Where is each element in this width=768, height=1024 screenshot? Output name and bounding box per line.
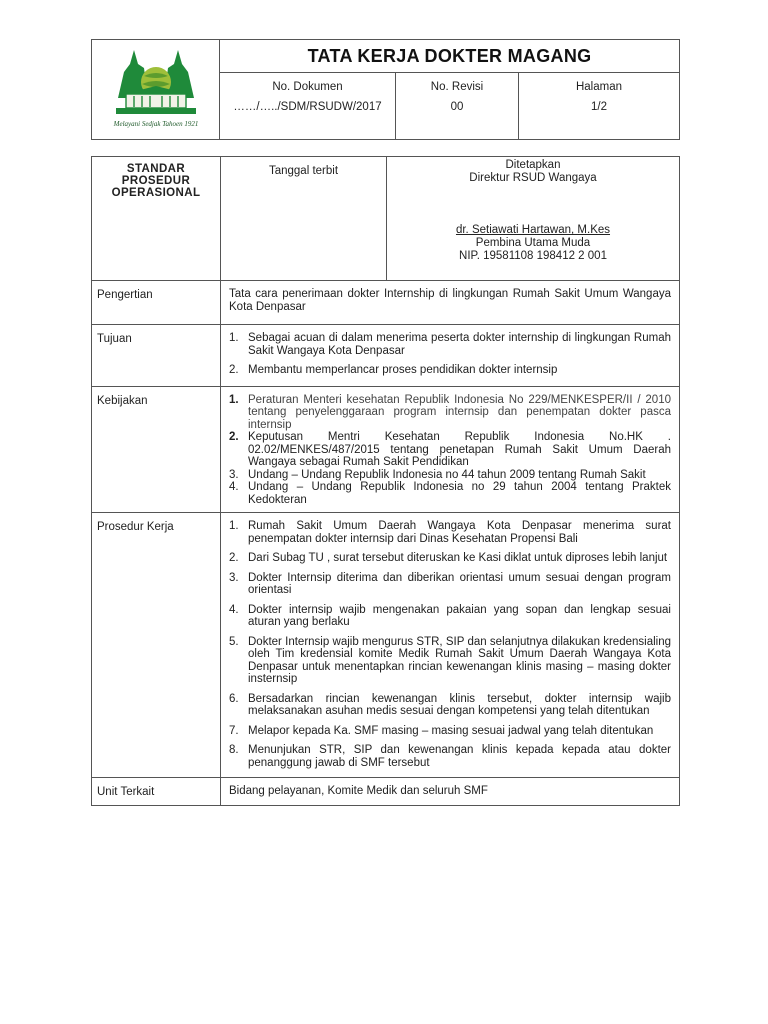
list-item: 6. Bersadarkan rincian kewenangan klinis tersebut, dokter internsip wajib melaksanakan asuhan medis sesuai dengan kompetensi yang telah ditentukan [229,692,671,717]
signer-rank: Pembina Utama Muda [475,237,591,249]
hospital-logo-cell [92,40,220,140]
sop-table [91,156,680,806]
list-item: 4. Dokter internsip wajib mengenakan pakaian yang sopan dan lengkap sesuai aturan yang berlaku [229,603,671,628]
signer-name: dr. Setiawati Hartawan, M.Kes [455,224,611,236]
hospital-logo-icon [108,44,204,132]
list-item: 4. Undang – Undang Republik Indonesia no 29 tahun 2004 tentang Praktek Kedokteran [229,481,671,506]
issue-date-label: Tanggal terbit [221,157,387,281]
no-revisi-value: 00 [450,101,464,113]
list-item: 1. Rumah Sakit Umum Daerah Wangaya Kota Denpasar menerima surat penempatan dokter internsip dari Dinas Kesehatan Propensi Bali [229,520,671,545]
prosedur-content [221,513,680,778]
no-dokumen-cell [220,73,396,140]
tujuan-content [221,325,680,387]
list-item: 1. Sebagai acuan di dalam menerima peserta dokter internship di lingkungan Rumah Sakit Wangaya Kota Denpasar [229,332,671,357]
pengertian-label: Pengertian [92,281,221,325]
approved-label: Ditetapkan [505,159,561,171]
unit-terkait-label: Unit Terkait [92,778,221,806]
list-item: 2. Dari Subag TU , surat tersebut diteruskan ke Kasi diklat untuk diproses lebih lanjut [229,552,668,564]
document-header [91,39,680,140]
list-item: 3. Undang – Undang Republik Indonesia no 44 tahun 2009 tentang Rumah Sakit [229,468,646,481]
halaman-label: Halaman [575,81,623,93]
sop-standard-label: STANDAR PROSEDUR OPERASIONAL [92,157,221,281]
list-item: 5. Dokter Internsip wajib mengurus STR, SIP dan selanjutnya dilakukan kredensialing oleh Tim kredensial komite Medik Rumah Sakit Umum Daerah Wangaya Kota Denpasar untuk menentapkan rincian kewenangan klinis masing – masing dokter insternsip [229,635,671,685]
list-item: 8. Menunjukan STR, SIP dan kewenangan klinis kepada kepada atau dokter penanggung jawab di SMF tersebut [229,744,671,769]
no-dokumen-label: No. Dokumen [272,81,343,93]
unit-terkait-text: Bidang pelayanan, Komite Medik dan seluruh SMF [221,778,680,806]
kebijakan-label: Kebijakan [92,386,221,513]
document-title: TATA KERJA DOKTER MAGANG [220,40,680,73]
kebijakan-content [221,386,680,513]
no-revisi-cell [396,73,519,140]
halaman-cell [519,73,680,140]
halaman-value: 1/2 [591,101,607,113]
svg-text:Melayani Sedjak Tahoen 1921: Melayani Sedjak Tahoen 1921 [113,120,198,128]
list-item: 2. Membantu memperlancar proses pendidikan dokter internsip [229,364,558,376]
list-item: 7. Melapor kepada Ka. SMF masing – masing sesuai jadwal yang telah ditentukan [229,724,654,737]
no-revisi-label: No. Revisi [430,81,484,93]
approval-block [387,157,680,281]
approver-title: Direktur RSUD Wangaya [469,172,597,184]
tujuan-label: Tujuan [92,325,221,387]
prosedur-label: Prosedur Kerja [92,513,221,778]
list-item: 2. Keputusan Mentri Kesehatan Republik Indonesia No.HK . 02.02/MENKES/487/2015 tentang penetapan Rumah Sakit Umum Daerah Wangaya sebagai Rumah Sakit Pendidikan [229,431,671,468]
pengertian-text: Tata cara penerimaan dokter Internship di lingkungan Rumah Sakit Umum Wangaya Kota Denpasar [221,281,680,325]
list-item: 3. Dokter Internsip diterima dan diberikan orientasi umum sesuai dengan program orientasi [229,571,671,596]
no-dokumen-value: ……/…../SDM/RSUDW/2017 [233,101,382,113]
list-item: 1. Peraturan Menteri kesehatan Republik Indonesia No 229/MENKESPER/II / 2010 tentang penyelenggaraan program internsip dan penempatan dokter pasca internsip [229,393,671,431]
signer-nip: NIP. 19581108 198412 2 001 [459,250,607,262]
